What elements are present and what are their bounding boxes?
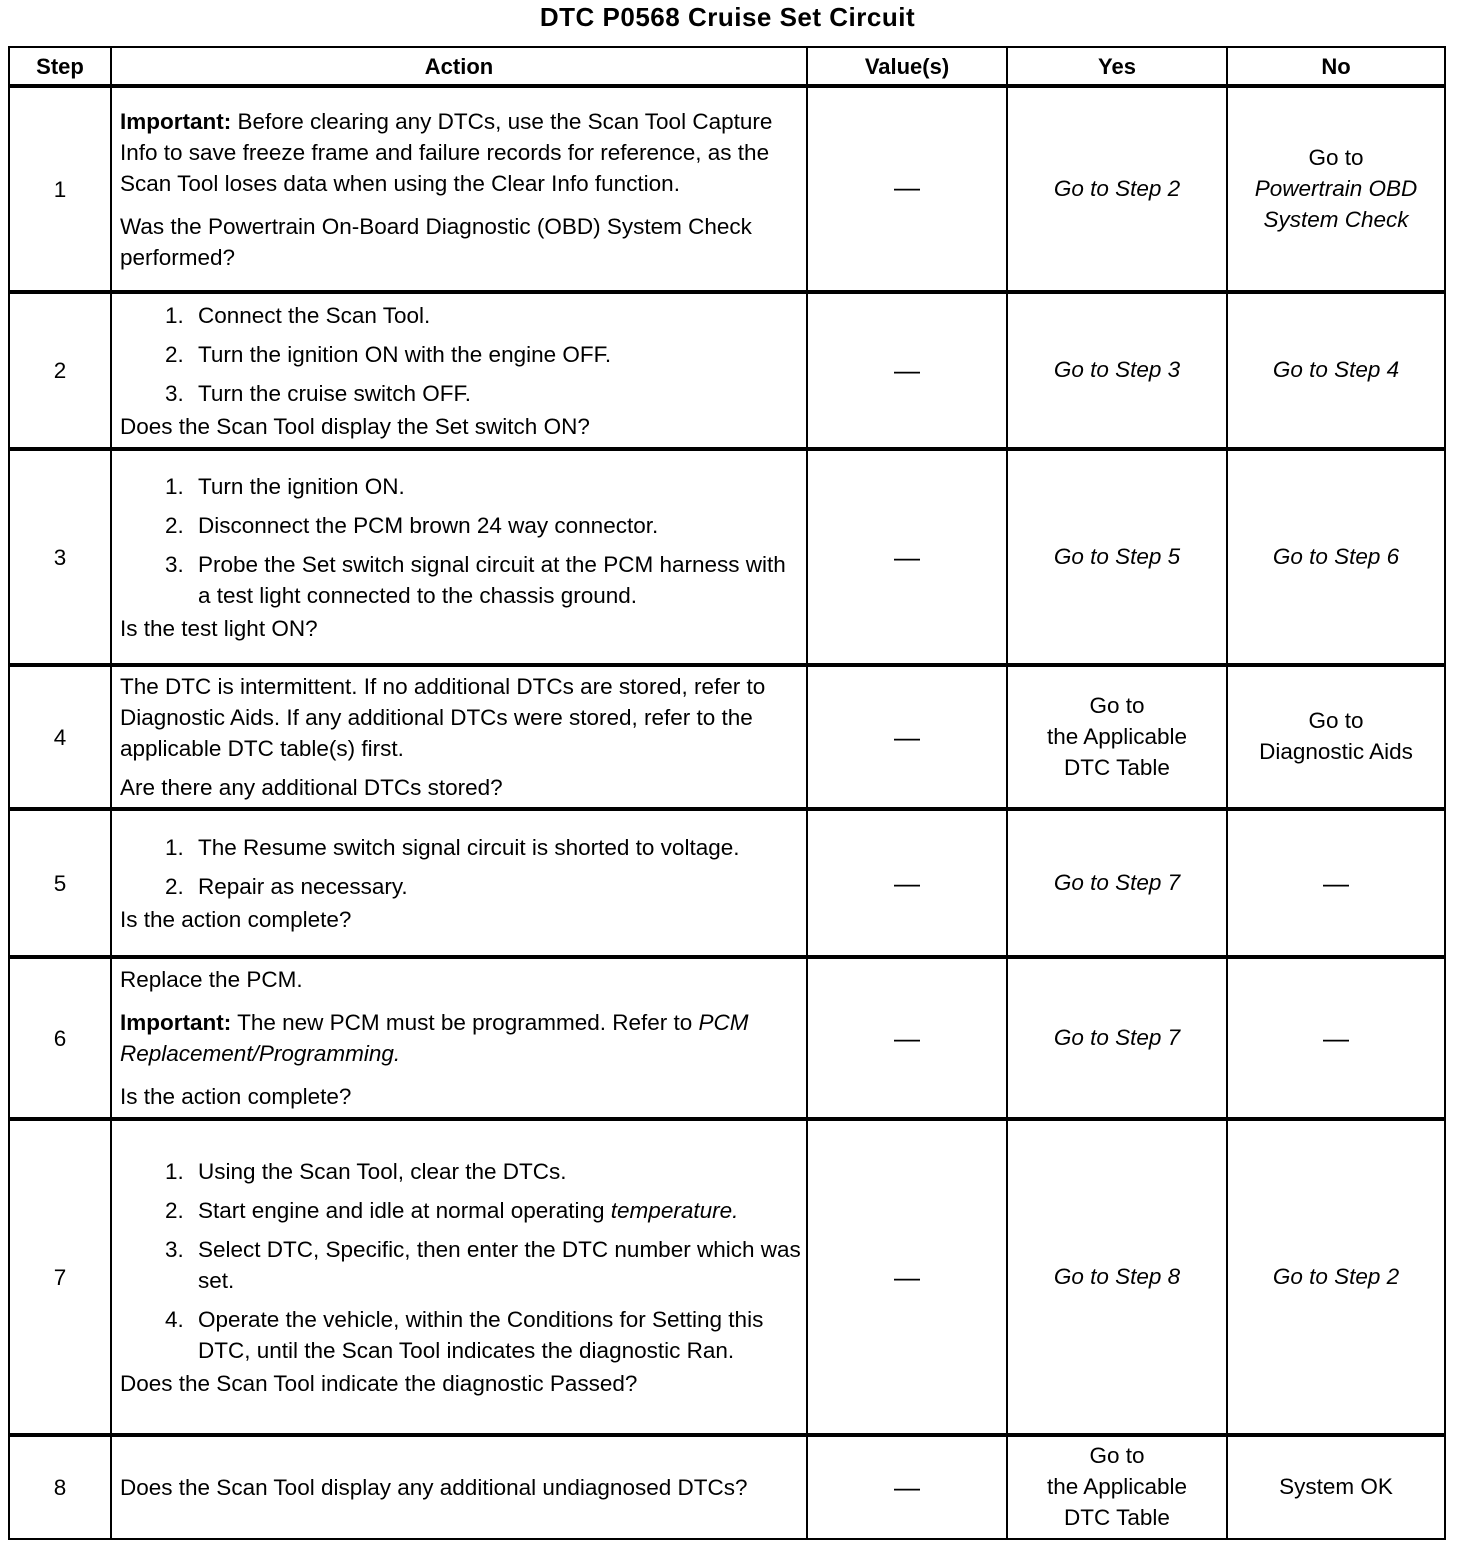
list-item: 1. The Resume switch signal circuit is shorted to voltage. xyxy=(190,832,802,863)
dtc-table xyxy=(8,46,1446,1540)
yes-line: DTC Table xyxy=(1064,1505,1170,1530)
list-item: 1. Turn the ignition ON. xyxy=(190,471,802,502)
list-item: 3. Select DTC, Specific, then enter the DTC number which was set. xyxy=(190,1234,802,1296)
value-cell: — xyxy=(807,86,1007,292)
action-cell: Does the Scan Tool display any additional undiagnosed DTCs? xyxy=(111,1435,807,1539)
value-cell: — xyxy=(807,1435,1007,1539)
no-cell: Go to Step 6 xyxy=(1227,449,1445,665)
yes-cell xyxy=(1007,665,1227,809)
yes-cell: Go to Step 5 xyxy=(1007,449,1227,665)
table-row xyxy=(9,449,1445,665)
action-cell xyxy=(111,665,807,809)
list-item-text-italic: temperature. xyxy=(610,1197,739,1223)
list-item: 1. Connect the Scan Tool. xyxy=(190,300,802,331)
action-cell xyxy=(111,957,807,1119)
list-item: 3. Turn the cruise switch OFF. xyxy=(190,378,802,409)
yes-line: the Applicable xyxy=(1046,1474,1188,1499)
yes-line: DTC Table xyxy=(1064,754,1170,780)
action-cell xyxy=(111,86,807,292)
action-cell xyxy=(111,809,807,957)
yes-cell: Go to Step 7 xyxy=(1007,809,1227,957)
column-header-values: Value(s) xyxy=(807,47,1007,86)
table-row xyxy=(9,1435,1445,1539)
table-header-row xyxy=(9,47,1445,86)
yes-cell: Go to Step 3 xyxy=(1007,292,1227,449)
no-cell: Go to Step 2 xyxy=(1227,1119,1445,1435)
step-number: 6 xyxy=(9,957,111,1119)
action-text: Replace the PCM. xyxy=(120,967,303,992)
list-item-text: Start engine and idle at normal operating xyxy=(198,1197,605,1223)
table-row xyxy=(9,809,1445,957)
important-text: The new PCM must be programmed. Refer to xyxy=(231,1010,699,1035)
list-item: 2. Disconnect the PCM brown 24 way connector. xyxy=(190,510,802,541)
question-text: Is the test light ON? xyxy=(120,615,318,641)
table-row xyxy=(9,665,1445,809)
no-line: System Check xyxy=(1263,206,1409,232)
action-cell xyxy=(111,1119,807,1435)
important-reference: PCM Replacement/Programming. xyxy=(120,1010,749,1066)
value-cell: — xyxy=(807,449,1007,665)
action-steps-list xyxy=(120,1156,802,1366)
value-cell: — xyxy=(807,957,1007,1119)
no-cell: System OK xyxy=(1227,1435,1445,1539)
column-header-yes: Yes xyxy=(1007,47,1227,86)
step-number: 1 xyxy=(9,86,111,292)
list-item: 2. Turn the ignition ON with the engine OFF. xyxy=(190,339,802,370)
value-cell: — xyxy=(807,292,1007,449)
table-row xyxy=(9,86,1445,292)
important-note xyxy=(120,1007,802,1069)
question-text: Does the Scan Tool indicate the diagnostic Passed? xyxy=(120,1370,638,1396)
value-cell: — xyxy=(807,809,1007,957)
yes-cell: Go to Step 8 xyxy=(1007,1119,1227,1435)
no-line: Diagnostic Aids xyxy=(1259,739,1413,764)
yes-line: the Applicable xyxy=(1046,723,1188,749)
column-header-no: No xyxy=(1227,47,1445,86)
no-cell: Go to Step 4 xyxy=(1227,292,1445,449)
no-line: Go to xyxy=(1308,144,1364,170)
yes-line: Go to xyxy=(1089,1443,1145,1468)
yes-cell: Go to Step 2 xyxy=(1007,86,1227,292)
step-number: 5 xyxy=(9,809,111,957)
question-text: Is the action complete? xyxy=(120,1084,352,1109)
no-cell: — xyxy=(1227,809,1445,957)
list-item: 2. Repair as necessary. xyxy=(190,871,802,902)
question-text: Does the Scan Tool display the Set switch ON? xyxy=(120,413,590,439)
no-line: Powertrain OBD xyxy=(1254,175,1418,201)
step-number: 3 xyxy=(9,449,111,665)
page-title: DTC P0568 Cruise Set Circuit xyxy=(539,2,916,32)
action-cell xyxy=(111,292,807,449)
table-row xyxy=(9,292,1445,449)
action-cell xyxy=(111,449,807,665)
important-note xyxy=(120,106,802,199)
question-text: Is the action complete? xyxy=(120,906,352,932)
value-cell: — xyxy=(807,665,1007,809)
list-item: 1. Using the Scan Tool, clear the DTCs. xyxy=(190,1156,802,1187)
no-line: Go to xyxy=(1308,708,1364,733)
action-steps-list xyxy=(120,300,802,409)
important-label: Important: xyxy=(120,108,232,134)
list-item: 3. Probe the Set switch signal circuit at the PCM harness with a test light connected to the chassis ground. xyxy=(190,549,802,611)
no-cell: — xyxy=(1227,957,1445,1119)
important-label: Important: xyxy=(120,1010,232,1035)
action-text: The DTC is intermittent. If no additional DTCs are stored, refer to Diagnostic Aids. If any additional DTCs were stored, refer to the applicable DTC table(s) first. xyxy=(120,674,766,761)
column-header-step: Step xyxy=(9,47,111,86)
step-number: 2 xyxy=(9,292,111,449)
yes-line: Go to xyxy=(1089,692,1145,718)
step-number: 7 xyxy=(9,1119,111,1435)
question-text: Are there any additional DTCs stored? xyxy=(120,775,503,800)
table-row xyxy=(9,1119,1445,1435)
question-text: Was the Powertrain On-Board Diagnostic (OBD) System Check performed? xyxy=(120,213,752,270)
yes-cell: Go to Step 7 xyxy=(1007,957,1227,1119)
no-cell xyxy=(1227,665,1445,809)
value-cell: — xyxy=(807,1119,1007,1435)
step-number: 4 xyxy=(9,665,111,809)
column-header-action: Action xyxy=(111,47,807,86)
action-steps-list xyxy=(120,471,802,611)
action-steps-list xyxy=(120,832,802,902)
yes-cell xyxy=(1007,1435,1227,1539)
no-cell xyxy=(1227,86,1445,292)
list-item xyxy=(190,1195,802,1226)
important-text: Before clearing any DTCs, use the Scan Tool Capture Info to save freeze frame and failure records for reference, as the Scan Tool loses data when using the Clear Info function. xyxy=(120,108,773,196)
list-item: 4. Operate the vehicle, within the Conditions for Setting this DTC, until the Scan Tool indicates the diagnostic Ran. xyxy=(190,1304,802,1366)
step-number: 8 xyxy=(9,1435,111,1539)
table-row xyxy=(9,957,1445,1119)
